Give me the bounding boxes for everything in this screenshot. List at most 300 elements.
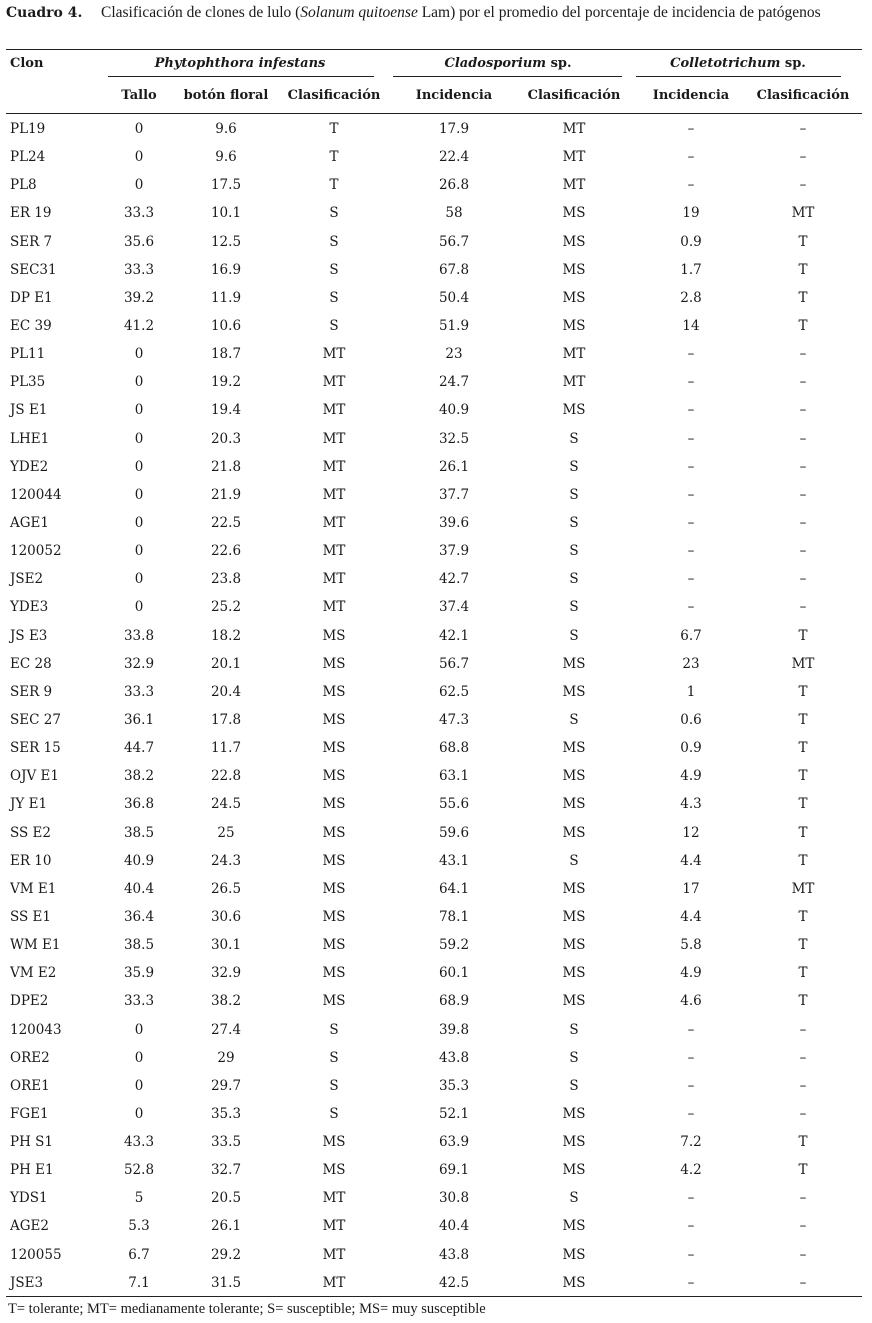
cell-clon: SER 7	[10, 233, 53, 250]
cell-clasificacion-phytophthora: MS	[322, 740, 346, 757]
table-row	[6, 1211, 862, 1239]
cell-boton-floral: 19.2	[210, 374, 242, 391]
table-row	[6, 339, 862, 367]
cell-clasificacion-cladosporium: S	[569, 1077, 579, 1094]
cell-boton-floral: 26.5	[210, 880, 242, 897]
cell-clasificacion-cladosporium: S	[569, 571, 579, 588]
cell-boton-floral: 33.5	[210, 1134, 242, 1151]
cell-tallo: 0	[134, 458, 144, 475]
cell-incidencia-colletotrichum: 23	[682, 655, 700, 672]
cell-clasificacion-cladosporium: MS	[562, 402, 586, 419]
cell-boton-floral: 10.1	[210, 205, 242, 222]
cell-incidencia-colletotrichum: 4.9	[680, 768, 702, 785]
cell-clasificacion-phytophthora: T	[329, 177, 339, 194]
cell-clasificacion-cladosporium: S	[569, 711, 579, 728]
cell-clasificacion-cladosporium: MS	[562, 1218, 586, 1235]
cell-boton-floral: 24.5	[210, 796, 242, 813]
header-phytophthora: Phytophthora infestans	[154, 56, 326, 71]
table-row	[6, 1268, 862, 1296]
cell-clasificacion-colletotrichum: –	[799, 1021, 807, 1038]
cell-clasificacion-colletotrichum: –	[799, 402, 807, 419]
cell-clasificacion-cladosporium: MT	[562, 149, 586, 166]
cell-clasificacion-cladosporium: MT	[562, 177, 586, 194]
cell-boton-floral: 20.5	[210, 1190, 242, 1207]
cell-clasificacion-colletotrichum: –	[799, 346, 807, 363]
cell-incidencia-cladosporium: 24.7	[438, 374, 470, 391]
cell-clon: ORE1	[10, 1077, 50, 1094]
cell-boton-floral: 26.1	[210, 1218, 242, 1235]
table-row	[6, 705, 862, 733]
cell-clasificacion-colletotrichum: MT	[791, 655, 815, 672]
cell-clasificacion-phytophthora: MT	[322, 1190, 346, 1207]
cell-clasificacion-cladosporium: MT	[562, 346, 586, 363]
table-row	[6, 1183, 862, 1211]
cell-clasificacion-phytophthora: S	[329, 205, 339, 222]
cell-clasificacion-cladosporium: S	[569, 458, 579, 475]
cell-incidencia-cladosporium: 67.8	[438, 261, 470, 278]
cell-incidencia-colletotrichum: 4.9	[680, 965, 702, 982]
cell-tallo: 39.2	[123, 289, 155, 306]
cell-tallo: 32.9	[123, 655, 155, 672]
table-row	[6, 761, 862, 789]
cell-boton-floral: 21.8	[210, 458, 242, 475]
cell-clon: EC 28	[10, 655, 52, 672]
cell-clasificacion-phytophthora: T	[329, 149, 339, 166]
caption-species: Solanum quitoense	[300, 4, 418, 21]
cell-incidencia-cladosporium: 35.3	[438, 1077, 470, 1094]
subheader-tallo: Tallo	[121, 88, 157, 103]
cell-clasificacion-colletotrichum: –	[799, 430, 807, 447]
cell-incidencia-colletotrichum: –	[687, 599, 695, 616]
cell-boton-floral: 32.7	[210, 1162, 242, 1179]
cell-clasificacion-phytophthora: MT	[322, 599, 346, 616]
table-row	[6, 480, 862, 508]
cell-clasificacion-phytophthora: MS	[322, 937, 346, 954]
cell-incidencia-colletotrichum: –	[687, 1021, 695, 1038]
table-row	[6, 1155, 862, 1183]
cell-clasificacion-colletotrichum: –	[799, 177, 807, 194]
cell-incidencia-colletotrichum: 6.7	[680, 627, 702, 644]
cell-boton-floral: 10.6	[210, 317, 242, 334]
cell-boton-floral: 17.5	[210, 177, 242, 194]
table-row	[6, 536, 862, 564]
cell-clon: PH S1	[10, 1134, 53, 1151]
cell-tallo: 7.1	[128, 1274, 150, 1291]
cell-clasificacion-colletotrichum: T	[798, 1162, 808, 1179]
cell-incidencia-colletotrichum: –	[687, 1077, 695, 1094]
cell-clon: JSE2	[10, 571, 44, 588]
cell-boton-floral: 17.8	[210, 711, 242, 728]
cell-tallo: 38.2	[123, 768, 155, 785]
cell-incidencia-colletotrichum: 1.7	[680, 261, 702, 278]
table-row	[6, 874, 862, 902]
cell-clon: ER 19	[10, 205, 52, 222]
table-row	[6, 564, 862, 592]
cell-clasificacion-phytophthora: MS	[322, 1134, 346, 1151]
cell-boton-floral: 29.2	[210, 1246, 242, 1263]
cell-boton-floral: 31.5	[210, 1274, 242, 1291]
cell-incidencia-colletotrichum: –	[687, 1190, 695, 1207]
cell-clasificacion-phytophthora: MT	[322, 430, 346, 447]
cell-clasificacion-colletotrichum: –	[799, 458, 807, 475]
table-row	[6, 198, 862, 226]
table-row	[6, 592, 862, 620]
cell-incidencia-colletotrichum: 12	[682, 824, 700, 841]
cell-clon: PL35	[10, 374, 46, 391]
cell-clasificacion-colletotrichum: –	[799, 1246, 807, 1263]
cell-clasificacion-cladosporium: MS	[562, 1246, 586, 1263]
cell-tallo: 0	[134, 571, 144, 588]
cell-clon: SS E1	[10, 908, 51, 925]
header-cladosporium: Cladosporium sp.	[444, 56, 572, 71]
cell-incidencia-colletotrichum: –	[687, 430, 695, 447]
cell-clasificacion-colletotrichum: –	[799, 599, 807, 616]
cell-clasificacion-phytophthora: MT	[322, 486, 346, 503]
cell-tallo: 43.3	[123, 1134, 155, 1151]
cell-clasificacion-colletotrichum: –	[799, 374, 807, 391]
table-row	[6, 789, 862, 817]
cell-boton-floral: 9.6	[215, 149, 237, 166]
cell-incidencia-cladosporium: 17.9	[438, 121, 470, 137]
cell-clon: PH E1	[10, 1162, 54, 1179]
cell-clasificacion-colletotrichum: –	[799, 543, 807, 560]
table-row	[6, 1099, 862, 1127]
cell-tallo: 0	[134, 121, 144, 137]
cell-boton-floral: 20.3	[210, 430, 242, 447]
cell-clasificacion-colletotrichum: –	[799, 571, 807, 588]
cell-clasificacion-colletotrichum: T	[798, 965, 808, 982]
cell-boton-floral: 29.7	[210, 1077, 242, 1094]
cell-clasificacion-cladosporium: MS	[562, 796, 586, 813]
cell-incidencia-colletotrichum: 14	[682, 317, 700, 334]
cell-incidencia-colletotrichum: 4.4	[680, 908, 702, 925]
cell-incidencia-cladosporium: 68.9	[438, 993, 470, 1010]
cell-clasificacion-colletotrichum: –	[799, 1049, 807, 1066]
cell-clasificacion-cladosporium: MS	[562, 261, 586, 278]
cell-tallo: 0	[134, 486, 144, 503]
cell-boton-floral: 22.5	[210, 514, 242, 531]
cell-tallo: 5	[134, 1190, 144, 1207]
group-rule-phytophthora	[108, 76, 374, 77]
cell-clasificacion-phytophthora: MS	[322, 711, 346, 728]
cell-incidencia-colletotrichum: 4.2	[680, 1162, 702, 1179]
cell-boton-floral: 12.5	[210, 233, 242, 250]
cell-clasificacion-colletotrichum: T	[798, 852, 808, 869]
cell-clasificacion-colletotrichum: MT	[791, 205, 815, 222]
cell-tallo: 33.3	[123, 261, 155, 278]
cell-clon: ER 10	[10, 852, 52, 869]
cell-clasificacion-cladosporium: MS	[562, 683, 586, 700]
cell-clon: 120052	[10, 543, 62, 560]
cell-clasificacion-colletotrichum: T	[798, 993, 808, 1010]
cell-incidencia-cladosporium: 42.5	[438, 1274, 470, 1291]
cell-tallo: 36.4	[123, 908, 155, 925]
cell-clasificacion-cladosporium: MS	[562, 1162, 586, 1179]
cell-incidencia-cladosporium: 63.9	[438, 1134, 470, 1151]
cell-clon: SEC31	[10, 261, 57, 278]
cell-boton-floral: 18.2	[210, 627, 242, 644]
cell-clasificacion-colletotrichum: T	[798, 261, 808, 278]
table-row	[6, 677, 862, 705]
cell-incidencia-cladosporium: 52.1	[438, 1105, 470, 1122]
cell-tallo: 0	[134, 1077, 144, 1094]
cell-clasificacion-phytophthora: MS	[322, 768, 346, 785]
cell-clasificacion-phytophthora: MS	[322, 627, 346, 644]
cell-clasificacion-cladosporium: MS	[562, 965, 586, 982]
cell-incidencia-colletotrichum: –	[687, 149, 695, 166]
cell-clasificacion-colletotrichum: T	[798, 740, 808, 757]
cell-clasificacion-phytophthora: T	[329, 121, 339, 137]
cell-clasificacion-phytophthora: MS	[322, 965, 346, 982]
cell-clasificacion-phytophthora: S	[329, 1049, 339, 1066]
cell-clasificacion-cladosporium: MT	[562, 374, 586, 391]
cell-clasificacion-cladosporium: S	[569, 514, 579, 531]
cell-clasificacion-colletotrichum: T	[798, 768, 808, 785]
cell-clon: EC 39	[10, 317, 52, 334]
cell-clasificacion-phytophthora: MT	[322, 402, 346, 419]
cell-clasificacion-phytophthora: MS	[322, 993, 346, 1010]
cell-tallo: 0	[134, 514, 144, 531]
group-rule-colletotrichum	[636, 76, 841, 77]
cell-clasificacion-phytophthora: MS	[322, 852, 346, 869]
cell-boton-floral: 38.2	[210, 993, 242, 1010]
caption-text: Clasificación de clones de lulo (Solanum quitoense Lam) por el promedio del porcentaje de incidencia de patógenos	[101, 4, 821, 21]
cell-clasificacion-cladosporium: S	[569, 1190, 579, 1207]
cell-tallo: 0	[134, 177, 144, 194]
cell-boton-floral: 21.9	[210, 486, 242, 503]
header-colletotrichum: Colletotrichum sp.	[670, 56, 806, 71]
cell-clasificacion-cladosporium: MS	[562, 289, 586, 306]
table-row	[6, 395, 862, 423]
cell-clasificacion-cladosporium: MS	[562, 655, 586, 672]
cell-tallo: 33.3	[123, 993, 155, 1010]
cell-incidencia-cladosporium: 26.1	[438, 458, 470, 475]
top-rule	[6, 49, 862, 50]
group-rule-cladosporium	[393, 76, 622, 77]
header-clon: Clon	[10, 56, 44, 71]
cell-clasificacion-colletotrichum: T	[798, 796, 808, 813]
cell-boton-floral: 35.3	[210, 1105, 242, 1122]
cell-incidencia-cladosporium: 37.9	[438, 543, 470, 560]
cell-clasificacion-colletotrichum: T	[798, 317, 808, 334]
cell-tallo: 0	[134, 1049, 144, 1066]
cell-incidencia-cladosporium: 60.1	[438, 965, 470, 982]
cell-incidencia-cladosporium: 63.1	[438, 768, 470, 785]
cell-clasificacion-phytophthora: MT	[322, 543, 346, 560]
cell-tallo: 40.9	[123, 852, 155, 869]
cell-tallo: 0	[134, 1021, 144, 1038]
cell-clasificacion-phytophthora: MS	[322, 683, 346, 700]
cell-tallo: 44.7	[123, 740, 155, 757]
cell-clasificacion-cladosporium: MS	[562, 1134, 586, 1151]
table-row	[6, 1240, 862, 1268]
cell-incidencia-colletotrichum: 4.4	[680, 852, 702, 869]
cell-boton-floral: 22.6	[210, 543, 242, 560]
cell-incidencia-cladosporium: 43.8	[438, 1246, 470, 1263]
table-row	[6, 958, 862, 986]
cell-incidencia-cladosporium: 56.7	[438, 655, 470, 672]
cell-incidencia-colletotrichum: –	[687, 514, 695, 531]
cell-incidencia-colletotrichum: 7.2	[680, 1134, 702, 1151]
cell-tallo: 0	[134, 346, 144, 363]
cell-incidencia-colletotrichum: 4.6	[680, 993, 702, 1010]
cell-clasificacion-cladosporium: MS	[562, 1274, 586, 1291]
cell-clon: DP E1	[10, 289, 53, 306]
cell-boton-floral: 25	[217, 824, 235, 841]
cell-incidencia-cladosporium: 23	[445, 346, 463, 363]
cell-tallo: 0	[134, 374, 144, 391]
cell-incidencia-colletotrichum: –	[687, 486, 695, 503]
cell-clasificacion-phytophthora: MS	[322, 908, 346, 925]
cell-clon: PL11	[10, 346, 46, 363]
cell-incidencia-cladosporium: 59.6	[438, 824, 470, 841]
cell-clasificacion-cladosporium: S	[569, 430, 579, 447]
cell-incidencia-colletotrichum: –	[687, 374, 695, 391]
cell-incidencia-cladosporium: 50.4	[438, 289, 470, 306]
cell-clon: 120044	[10, 486, 62, 503]
table-row	[6, 1071, 862, 1099]
cell-clasificacion-colletotrichum: –	[799, 1218, 807, 1235]
table-row	[6, 621, 862, 649]
cell-clon: LHE1	[10, 430, 50, 447]
cell-incidencia-cladosporium: 40.4	[438, 1218, 470, 1235]
table-row	[6, 846, 862, 874]
cell-clon: JY E1	[10, 796, 48, 813]
cell-clasificacion-colletotrichum: –	[799, 514, 807, 531]
cell-incidencia-cladosporium: 42.1	[438, 627, 470, 644]
cell-incidencia-colletotrichum: –	[687, 177, 695, 194]
cell-incidencia-colletotrichum: 0.9	[680, 740, 702, 757]
cell-clasificacion-cladosporium: MS	[562, 880, 586, 897]
cell-clasificacion-colletotrichum: T	[798, 683, 808, 700]
cell-incidencia-colletotrichum: –	[687, 402, 695, 419]
cell-boton-floral: 11.9	[210, 289, 242, 306]
cell-clasificacion-cladosporium: MS	[562, 937, 586, 954]
cell-incidencia-colletotrichum: 0.6	[680, 711, 702, 728]
table-row	[6, 818, 862, 846]
cell-tallo: 0	[134, 599, 144, 616]
cell-incidencia-colletotrichum: –	[687, 458, 695, 475]
cell-clon: JS E1	[10, 402, 48, 419]
cell-clasificacion-cladosporium: MT	[562, 121, 586, 137]
table-row	[6, 114, 862, 142]
cell-tallo: 41.2	[123, 317, 155, 334]
cell-clon: ORE2	[10, 1049, 50, 1066]
cell-clasificacion-phytophthora: MT	[322, 1274, 346, 1291]
cell-boton-floral: 32.9	[210, 965, 242, 982]
cell-boton-floral: 19.4	[210, 402, 242, 419]
cell-incidencia-cladosporium: 42.7	[438, 571, 470, 588]
cell-clasificacion-colletotrichum: T	[798, 937, 808, 954]
cell-clasificacion-cladosporium: MS	[562, 740, 586, 757]
cell-incidencia-cladosporium: 69.1	[438, 1162, 470, 1179]
subheader-boton-floral: botón floral	[183, 88, 269, 103]
cell-clasificacion-colletotrichum: MT	[791, 880, 815, 897]
cell-clasificacion-phytophthora: MS	[322, 824, 346, 841]
cell-tallo: 0	[134, 149, 144, 166]
cell-clon: OJV E1	[10, 768, 59, 785]
cell-boton-floral: 30.1	[210, 937, 242, 954]
cell-tallo: 0	[134, 1105, 144, 1122]
subheader-clasificacion-1: Clasificación	[287, 88, 381, 103]
cell-clasificacion-colletotrichum: T	[798, 908, 808, 925]
cell-incidencia-colletotrichum: –	[687, 121, 695, 137]
cell-tallo: 36.8	[123, 796, 155, 813]
cell-clasificacion-phytophthora: MS	[322, 880, 346, 897]
bottom-rule	[6, 1296, 862, 1297]
cell-clasificacion-cladosporium: MS	[562, 824, 586, 841]
cell-clasificacion-phytophthora: MS	[322, 655, 346, 672]
cell-clasificacion-cladosporium: MS	[562, 908, 586, 925]
cell-clasificacion-colletotrichum: T	[798, 711, 808, 728]
cell-clon: DPE2	[10, 993, 49, 1010]
subheader-incidencia-3: Incidencia	[652, 88, 730, 103]
cell-clon: 120055	[10, 1246, 62, 1263]
cell-incidencia-cladosporium: 68.8	[438, 740, 470, 757]
cell-clasificacion-cladosporium: S	[569, 599, 579, 616]
table-row	[6, 424, 862, 452]
cell-boton-floral: 30.6	[210, 908, 242, 925]
cell-clasificacion-phytophthora: S	[329, 289, 339, 306]
cell-incidencia-colletotrichum: 5.8	[680, 937, 702, 954]
cell-clasificacion-cladosporium: S	[569, 486, 579, 503]
cell-incidencia-cladosporium: 39.6	[438, 514, 470, 531]
cell-incidencia-colletotrichum: –	[687, 571, 695, 588]
cell-clasificacion-colletotrichum: –	[799, 149, 807, 166]
cell-incidencia-cladosporium: 40.9	[438, 402, 470, 419]
table-row	[6, 170, 862, 198]
cell-clon: YDE2	[10, 458, 49, 475]
cell-incidencia-cladosporium: 26.8	[438, 177, 470, 194]
table-row	[6, 1127, 862, 1155]
cell-boton-floral: 11.7	[210, 740, 242, 757]
cell-clon: SER 15	[10, 740, 61, 757]
cell-tallo: 5.3	[128, 1218, 150, 1235]
cell-incidencia-colletotrichum: 2.8	[680, 289, 702, 306]
cell-incidencia-colletotrichum: –	[687, 1274, 695, 1291]
cell-incidencia-colletotrichum: 0.9	[680, 233, 702, 250]
table-row	[6, 311, 862, 339]
cell-incidencia-colletotrichum: –	[687, 346, 695, 363]
cell-tallo: 6.7	[128, 1246, 150, 1263]
cell-tallo: 0	[134, 402, 144, 419]
cell-clon: YDE3	[10, 599, 49, 616]
cell-boton-floral: 9.6	[215, 121, 237, 137]
cell-clon: YDS1	[10, 1190, 48, 1207]
cell-tallo: 36.1	[123, 711, 155, 728]
cell-incidencia-cladosporium: 22.4	[438, 149, 470, 166]
cell-tallo: 40.4	[123, 880, 155, 897]
cell-tallo: 0	[134, 543, 144, 560]
cell-clasificacion-cladosporium: S	[569, 852, 579, 869]
cell-incidencia-colletotrichum: 1	[686, 683, 696, 700]
cell-tallo: 33.3	[123, 205, 155, 222]
cell-clon: SS E2	[10, 824, 51, 841]
cell-tallo: 38.5	[123, 937, 155, 954]
table-row	[6, 733, 862, 761]
cell-clasificacion-cladosporium: S	[569, 627, 579, 644]
cell-clon: VM E2	[10, 965, 57, 982]
cell-incidencia-cladosporium: 58	[445, 205, 463, 222]
table-row	[6, 227, 862, 255]
cell-boton-floral: 22.8	[210, 768, 242, 785]
cell-clon: WM E1	[10, 937, 61, 954]
cell-incidencia-cladosporium: 30.8	[438, 1190, 470, 1207]
cell-clasificacion-cladosporium: MS	[562, 233, 586, 250]
cell-clasificacion-phytophthora: MT	[322, 1246, 346, 1263]
cell-boton-floral: 24.3	[210, 852, 242, 869]
cell-incidencia-colletotrichum: –	[687, 1049, 695, 1066]
